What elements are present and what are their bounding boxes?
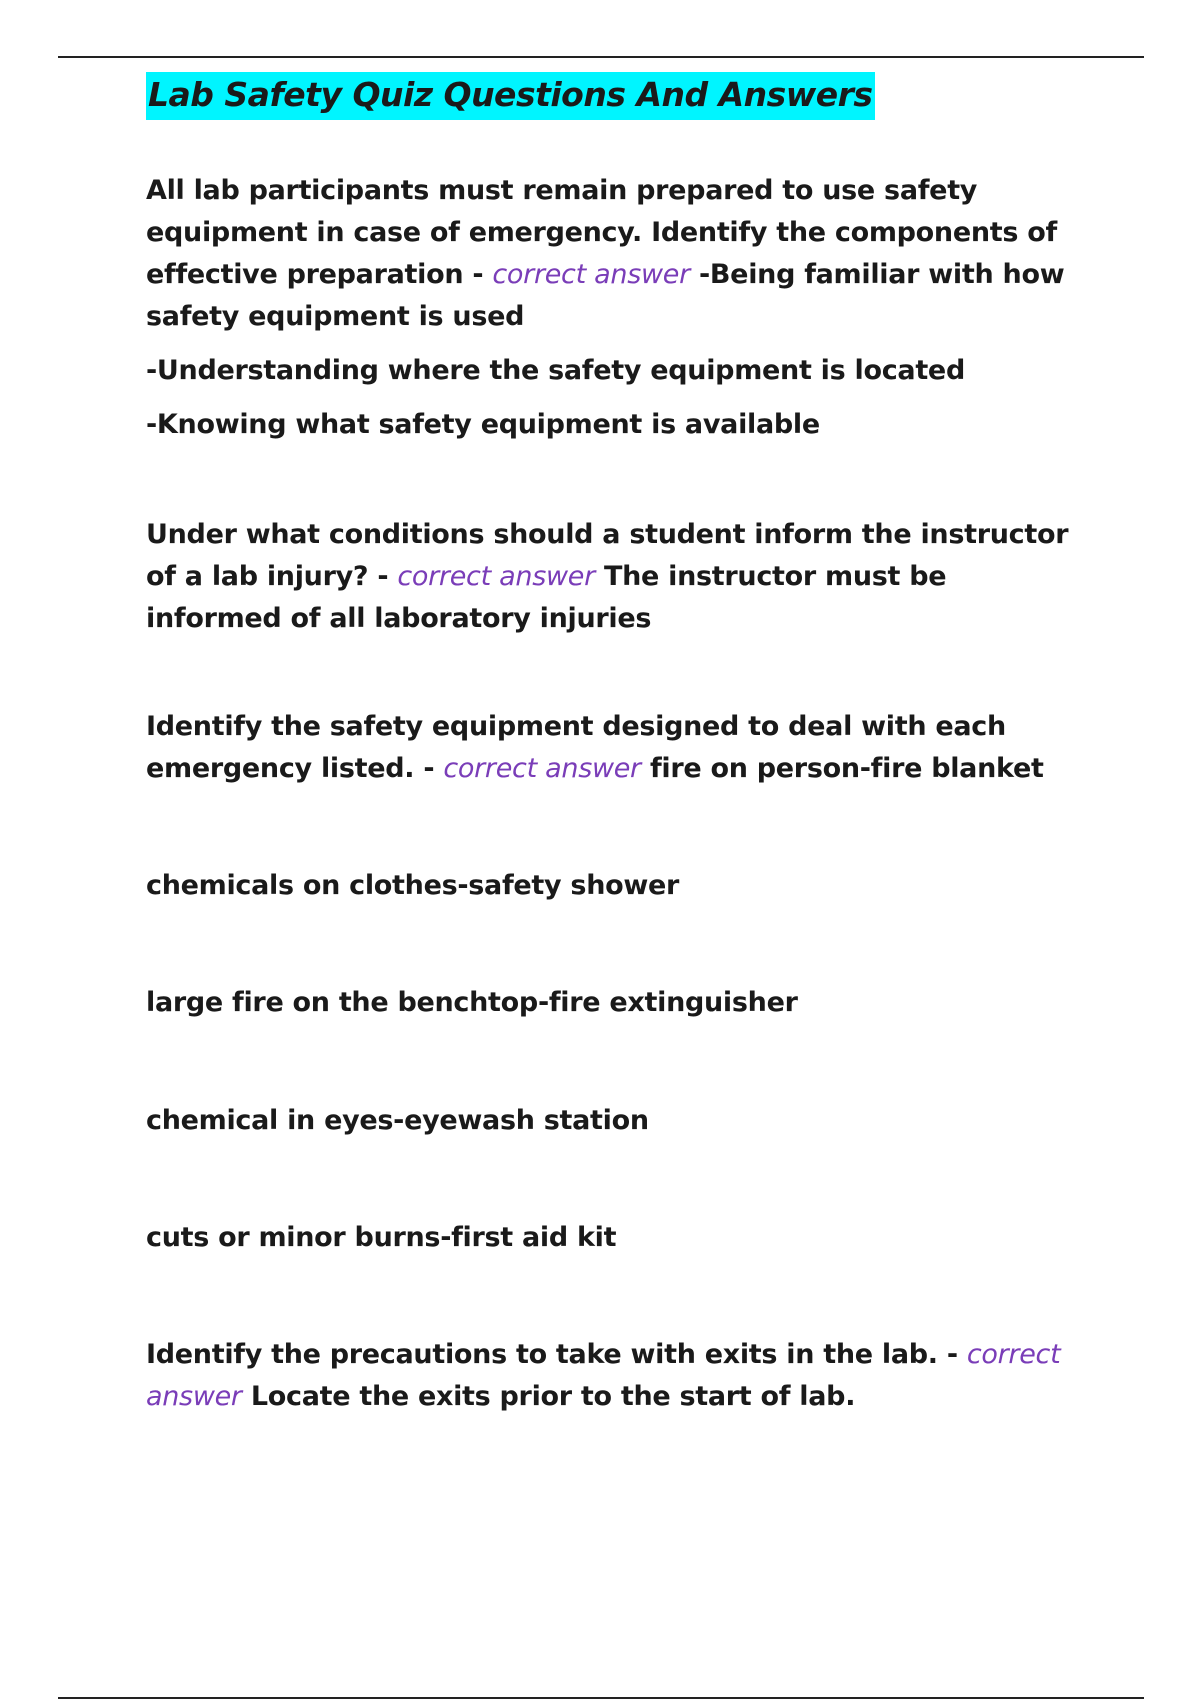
list-item: chemicals on clothes-safety shower <box>146 870 680 901</box>
question-4 <box>146 1334 1086 1418</box>
document-page <box>146 72 1086 1418</box>
answer-1-text: -Being familiar with how safety equipment is used <box>146 259 1065 332</box>
correct-answer-label: correct answer <box>146 1339 1061 1412</box>
question-2 <box>146 514 1086 640</box>
document-title: Lab Safety Quiz Questions And Answers <box>146 72 875 120</box>
question-1 <box>146 170 1086 338</box>
bottom-rule <box>58 1697 1144 1699</box>
correct-answer-label: correct answer <box>443 753 641 784</box>
answer-2-text: The instructor must be informed of all laboratory injuries <box>146 561 947 634</box>
question-2-text: Under what conditions should a student inform the instructor of a lab injury? - <box>146 519 1069 592</box>
question-3 <box>146 706 1086 790</box>
list-item: large fire on the benchtop-fire extinguisher <box>146 987 798 1018</box>
answer-3-text: fire on person-fire blanket <box>640 753 1044 784</box>
correct-answer-label: correct answer <box>397 561 595 592</box>
top-rule <box>58 56 1144 58</box>
correct-answer-label: correct answer <box>492 259 690 290</box>
answer-4-text: Locate the exits prior to the start of lab. <box>241 1381 856 1412</box>
list-item: chemical in eyes-eyewash station <box>146 1105 649 1136</box>
question-1-text: All lab participants must remain prepared to use safety equipment in case of emergency. Identify the components of effective preparation - <box>146 175 1057 290</box>
answer-1-line-2: -Understanding where the safety equipment is located <box>146 355 965 386</box>
list-item: cuts or minor burns-first aid kit <box>146 1222 617 1253</box>
question-4-text: Identify the precautions to take with exits in the lab. - <box>146 1339 967 1370</box>
question-3-text: Identify the safety equipment designed to deal with each emergency listed. - <box>146 711 1006 784</box>
answer-1-line-3: -Knowing what safety equipment is available <box>146 409 820 440</box>
